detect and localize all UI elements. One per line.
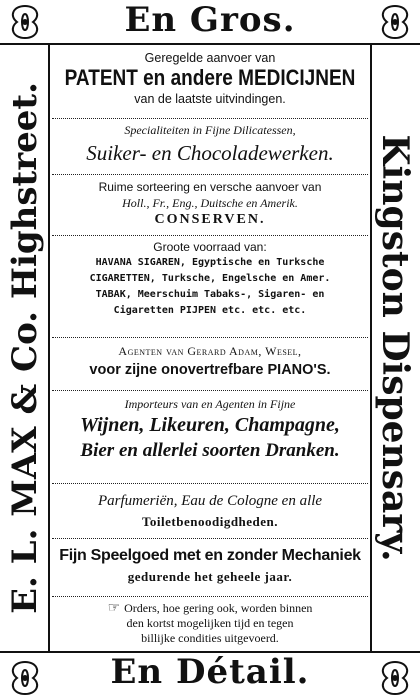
section-line: den kortst mogelijken tijd en tegen	[126, 616, 294, 630]
section-line: Parfumeriën, Eau de Cologne en alle	[97, 493, 323, 509]
section-pianos	[50, 343, 370, 381]
section-headline: CONSERVEN.	[154, 212, 266, 227]
section-tobacco	[50, 239, 370, 319]
section-line: Groote voorraad van:	[153, 240, 267, 254]
divider	[0, 43, 420, 45]
header-title: En Gros.	[124, 0, 296, 40]
section-line: TABAK, Meerschuim Tabaks-, Sigaren- en	[95, 289, 325, 300]
section-divider	[52, 174, 368, 175]
section-divider	[52, 596, 368, 597]
section-line: Holl., Fr., Eng., Duitsche en Amerik.	[122, 196, 298, 210]
section-headline: Bier en allerlei soorten Dranken.	[80, 440, 340, 461]
section-perfume	[50, 490, 370, 532]
section-conserves	[50, 179, 370, 229]
section-headline: PATENT en andere MEDICIJNEN	[64, 66, 356, 91]
sidebar-right	[372, 44, 418, 652]
section-orders	[50, 601, 370, 646]
footer-title: En Détail.	[110, 652, 310, 692]
section-line: billijke condities uitgevoerd.	[141, 631, 279, 645]
section-toys	[50, 544, 370, 586]
section-line: Cigaretten PIJPEN etc. etc. etc.	[113, 305, 307, 316]
ornament-icon	[3, 658, 47, 698]
sidebar-left-text: E. L. MAX & Co. Highstreet.	[5, 82, 45, 614]
section-headline: voor zijne onovertrefbare PIANO'S.	[89, 362, 331, 378]
section-wines	[50, 396, 370, 464]
sidebar-right-text: Kingston Dispensary.	[374, 134, 416, 562]
section-divider	[52, 538, 368, 539]
section-line: Geregelde aanvoer van	[144, 51, 276, 65]
sidebar-left	[2, 44, 48, 652]
section-headline: Toiletbenoodigdheden.	[141, 514, 279, 529]
section-line	[50, 601, 370, 616]
section-divider	[52, 483, 368, 484]
section-patent	[50, 50, 370, 107]
section-divider	[52, 390, 368, 391]
section-sweets	[50, 122, 370, 168]
ornament-icon	[3, 2, 47, 42]
section-headline: Wijnen, Likeuren, Champagne,	[80, 414, 340, 436]
section-line: Agenten van Gerard Adam, Wesel,	[118, 344, 302, 358]
section-line: van de laatste uitvindingen.	[134, 92, 286, 106]
divider	[0, 651, 420, 653]
section-line: HAVANA SIGAREN, Egyptische en Turksche	[95, 257, 325, 268]
section-headline: Fijn Speelgoed met en zonder Mechaniek	[59, 547, 361, 564]
section-line-text: Orders, hoe gering ook, worden binnen	[124, 601, 313, 615]
section-line: Importeurs van en Agenten in Fijne	[124, 397, 296, 411]
section-divider	[52, 337, 368, 338]
section-divider	[52, 235, 368, 236]
section-line: CIGARETTEN, Turksche, Engelsche en Amer.	[89, 273, 331, 284]
section-line: Ruime sorteering en versche aanvoer van	[98, 180, 322, 194]
section-line: gedurende het geheele jaar.	[127, 569, 293, 584]
ornament-icon	[373, 658, 417, 698]
section-divider	[52, 118, 368, 119]
pointing-hand-icon: ☞	[107, 601, 121, 616]
ornament-icon	[373, 2, 417, 42]
section-headline: Suiker- en Chocoladewerken.	[86, 141, 334, 165]
section-line: Specialiteiten in Fijne Dilicatessen,	[124, 123, 296, 137]
